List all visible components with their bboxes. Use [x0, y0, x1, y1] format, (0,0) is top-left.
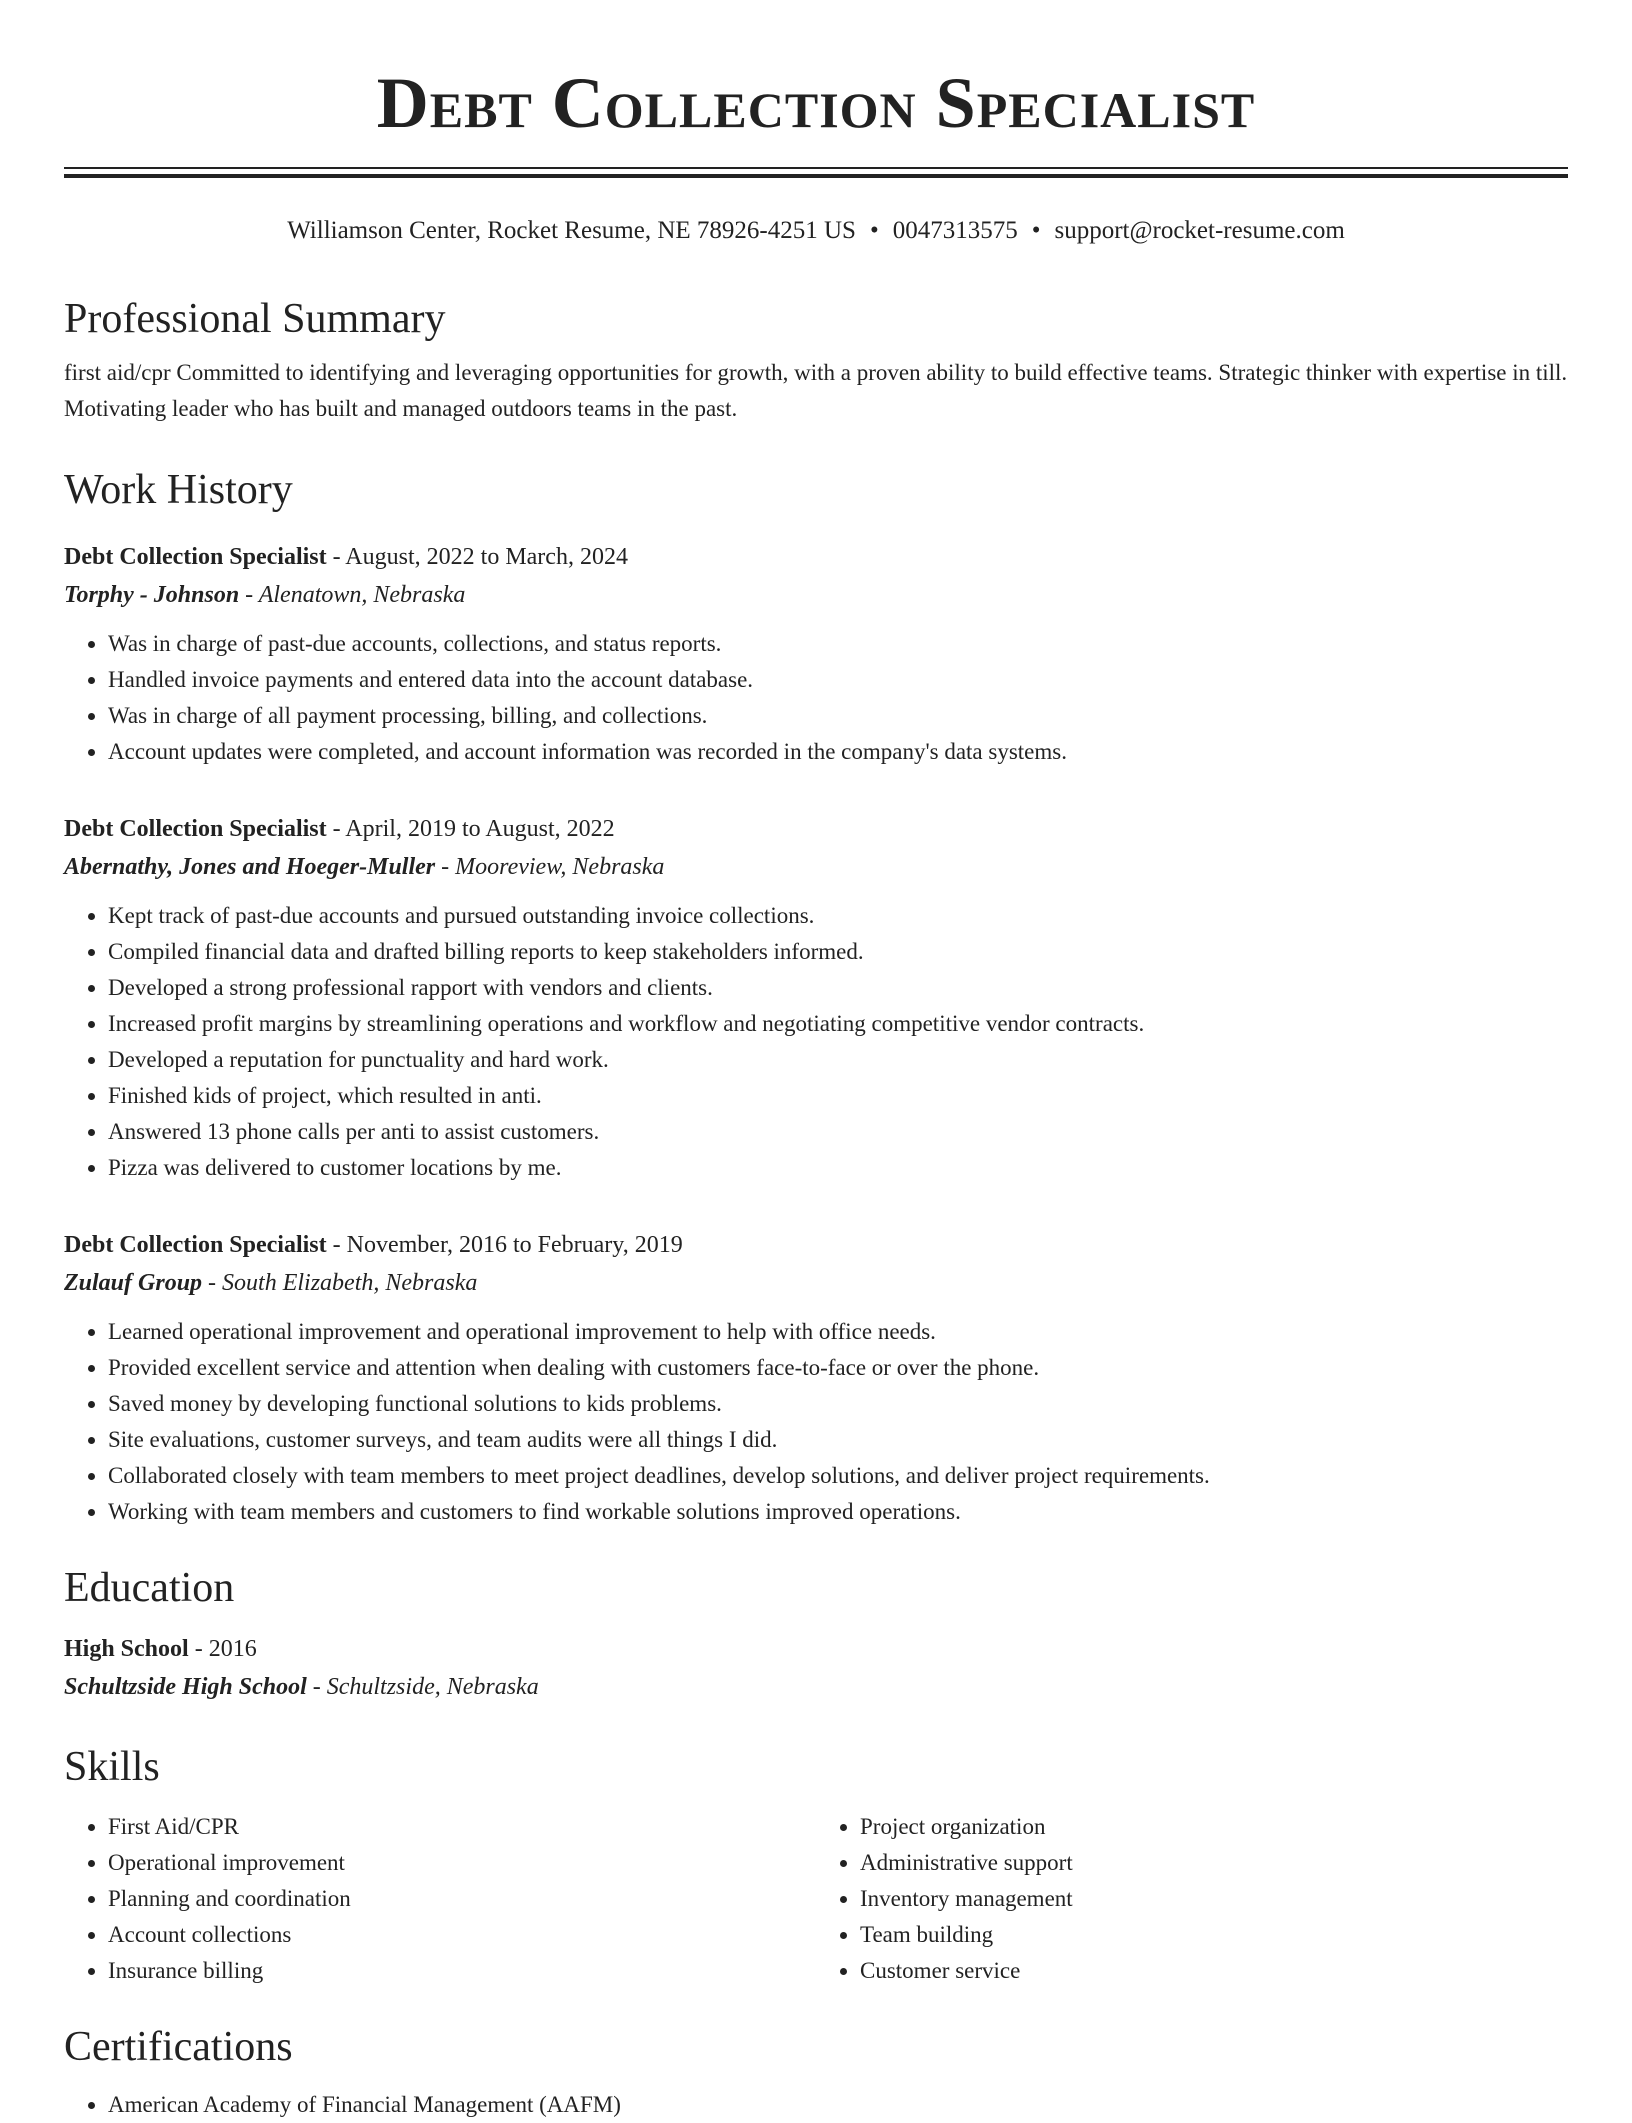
job-dates: - April, 2019 to August, 2022: [326, 816, 615, 842]
certifications-section: [64, 2019, 1568, 2123]
job-bullet: • Compiled financial data and drafted billing reports to keep stakeholders informed.: [108, 934, 1568, 970]
job-bullet: • Working with team members and customers to find workable solutions improved operations.: [108, 1494, 1568, 1530]
summary-section: [64, 291, 1568, 427]
job-title: Debt Collection Specialist: [64, 1232, 327, 1258]
job-bullet: • Increased profit margins by streamlining operations and workflow and negotiating competitive vendor contracts.: [108, 1006, 1568, 1042]
contact-phone: 0047313575: [892, 217, 1018, 244]
company-name: Torphy - Johnson: [64, 582, 240, 608]
job-entry: [64, 1226, 1568, 1530]
title-divider-thick: [64, 174, 1568, 178]
job-bullets: [64, 626, 1568, 770]
summary-heading: Professional Summary: [64, 296, 446, 342]
company-name: Abernathy, Jones and Hoeger-Muller: [64, 854, 436, 880]
work-history-heading: Work History: [64, 467, 293, 513]
skills-columns: [64, 1809, 1568, 1989]
job-bullet: • Finished kids of project, which resulted in anti.: [108, 1078, 1568, 1114]
job-bullet: • Collaborated closely with team members to meet project deadlines, develop solutions, and deliver project requirements.: [108, 1458, 1568, 1494]
job-bullet: • Site evaluations, customer surveys, and team audits were all things I did.: [108, 1422, 1568, 1458]
skill-item: • Planning and coordination: [108, 1881, 816, 1917]
skill-item: • Team building: [860, 1917, 1568, 1953]
degree-year: - 2016: [188, 1636, 257, 1662]
job-bullet: • Kept track of past-due accounts and pursued outstanding invoice collections.: [108, 898, 1568, 934]
company-line: [64, 576, 1568, 614]
skill-item: • Project organization: [860, 1809, 1568, 1845]
certifications-list: [64, 2087, 1568, 2123]
skills-section: [64, 1739, 1568, 1989]
job-bullet: • Provided excellent service and attention when dealing with customers face-to-face or over the phone.: [108, 1350, 1568, 1386]
job-bullet: • Developed a reputation for punctuality and hard work.: [108, 1042, 1568, 1078]
skill-item: • First Aid/CPR: [108, 1809, 816, 1845]
company-line: [64, 1264, 1568, 1302]
skills-heading: Skills: [64, 1744, 160, 1790]
degree-line: [64, 1630, 1568, 1668]
skill-item: • Administrative support: [860, 1845, 1568, 1881]
company-location: - Alenatown, Nebraska: [239, 582, 466, 608]
skills-list-left: [64, 1809, 816, 1989]
job-bullet: • Developed a strong professional rapport with vendors and clients.: [108, 970, 1568, 1006]
contact-separator: •: [1031, 217, 1041, 244]
job-entry: [64, 810, 1568, 1186]
skill-item: • Operational improvement: [108, 1845, 816, 1881]
company-location: - Mooreview, Nebraska: [435, 854, 665, 880]
job-dates: - November, 2016 to February, 2019: [326, 1232, 683, 1258]
school-location: - Schultzside, Nebraska: [306, 1674, 539, 1700]
job-dates: - August, 2022 to March, 2024: [326, 544, 628, 570]
skill-item: • Inventory management: [860, 1881, 1568, 1917]
contact-address: Williamson Center, Rocket Resume, NE 78926-4251 US: [287, 217, 856, 244]
job-title-line: [64, 1226, 1568, 1264]
job-bullet: • Saved money by developing functional solutions to kids problems.: [108, 1386, 1568, 1422]
skills-list-right: [816, 1809, 1568, 1989]
job-bullet: • Account updates were completed, and account information was recorded in the company's data systems.: [108, 734, 1568, 770]
summary-text: first aid/cpr Committed to identifying and leveraging opportunities for growth, with a proven ability to build effective teams. Strategic thinker with expertise in till. Motivating leader who has built and managed outdoors teams in the past.: [64, 360, 1568, 421]
contact-email: support@rocket-resume.com: [1054, 217, 1345, 244]
job-bullet: • Answered 13 phone calls per anti to assist customers.: [108, 1114, 1568, 1150]
skill-item: • Insurance billing: [108, 1953, 816, 1989]
job-bullet: • Handled invoice payments and entered data into the account database.: [108, 662, 1568, 698]
job-bullet: • Was in charge of all payment processing, billing, and collections.: [108, 698, 1568, 734]
work-history-section: [64, 462, 1568, 518]
education-section: [64, 1560, 1568, 1706]
school-name: Schultzside High School: [64, 1674, 307, 1700]
company-name: Zulauf Group: [64, 1270, 203, 1296]
title-divider-thin: [64, 167, 1568, 169]
job-entry: [64, 538, 1568, 770]
school-line: [64, 1668, 1568, 1706]
job-title: Debt Collection Specialist: [64, 816, 327, 842]
skill-item: • Account collections: [108, 1917, 816, 1953]
certification-item: • American Academy of Financial Management (AAFM): [108, 2087, 1568, 2123]
job-bullet: • Was in charge of past-due accounts, collections, and status reports.: [108, 626, 1568, 662]
resume-title: Debt Collection Specialist: [376, 63, 1256, 143]
company-location: - South Elizabeth, Nebraska: [202, 1270, 478, 1296]
skill-item: • Customer service: [860, 1953, 1568, 1989]
job-title-line: [64, 810, 1568, 848]
contact-line: [0, 214, 1632, 248]
contact-separator: •: [869, 217, 879, 244]
degree-name: High School: [64, 1636, 189, 1662]
job-bullet: • Learned operational improvement and operational improvement to help with office needs.: [108, 1314, 1568, 1350]
job-title: Debt Collection Specialist: [64, 544, 327, 570]
company-line: [64, 848, 1568, 886]
job-bullet: • Pizza was delivered to customer locations by me.: [108, 1150, 1568, 1186]
job-title-line: [64, 538, 1568, 576]
certifications-heading: Certifications: [64, 2024, 293, 2070]
job-bullets: [64, 1314, 1568, 1530]
education-heading: Education: [64, 1565, 235, 1611]
job-bullets: [64, 898, 1568, 1186]
